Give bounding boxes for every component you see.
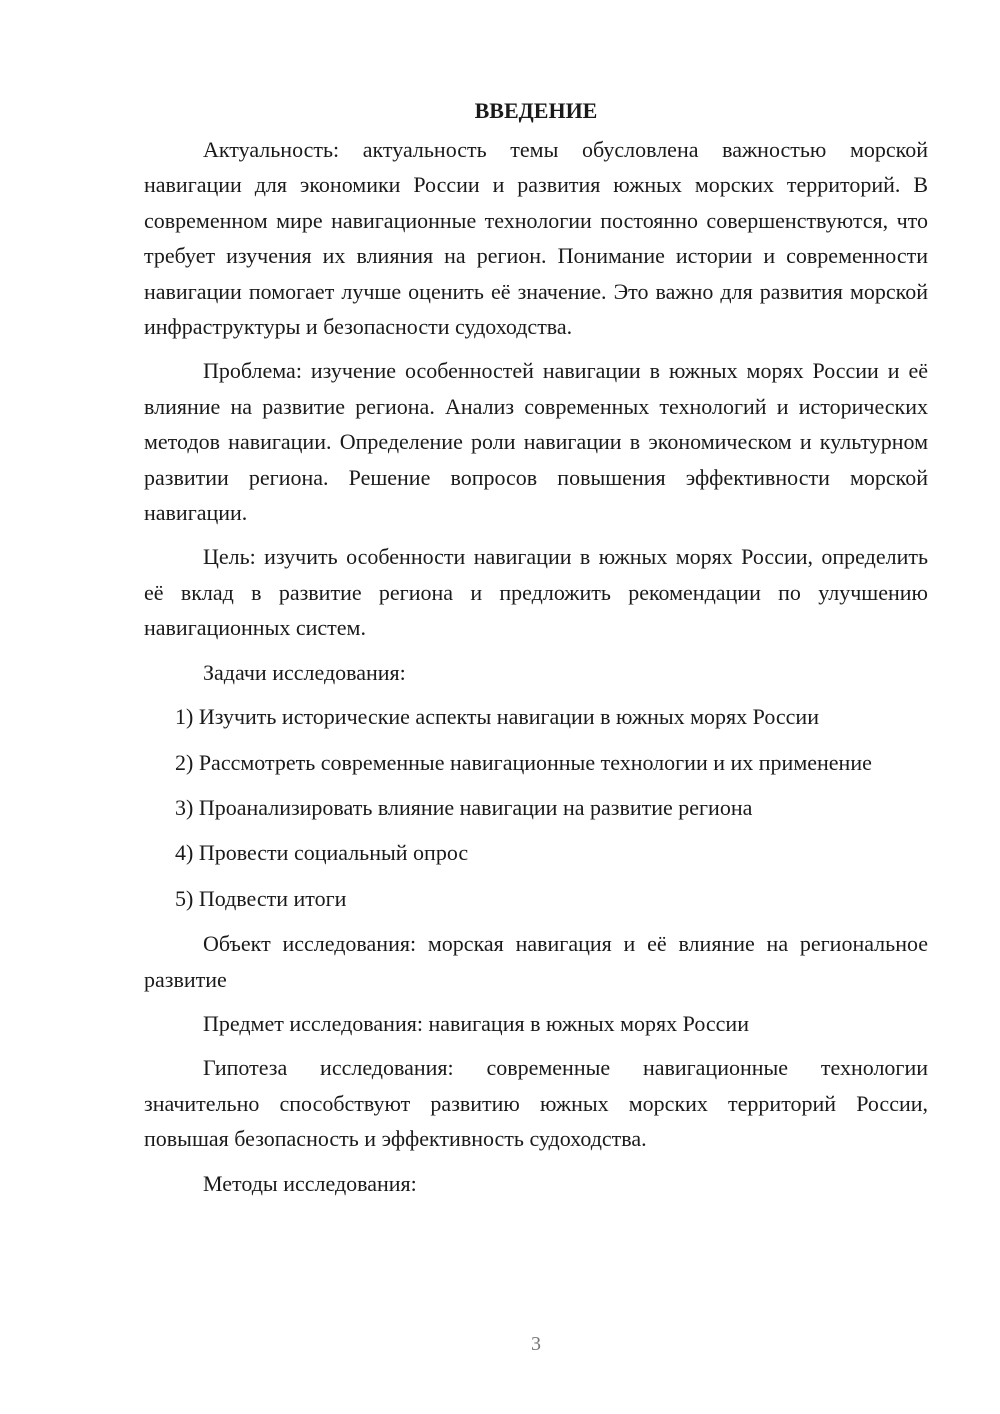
task-item-3: 3) Проанализировать влияние навигации на развитие региона [175,794,753,820]
task-item-2: 2) Рассмотреть современные навигационные технологии и их применение [175,749,872,775]
paragraph-object: Объект исследования: морская навигация и её влияние на региональное развитие [144,931,928,992]
task-item-5: 5) Подвести итоги [175,885,347,911]
section-title: ВВЕДЕНИЕ [474,98,598,123]
paragraph-relevance: Актуальность: актуальность темы обусловлена важностью морской навигации для экономики России и развития южных морских территорий. В современном мире навигационные технологии постоянно совершенствуются, что требует изучения их влияния на регион. Понимание истории и современности навигации помогает лучше оценить её значение. Это важно для развития морской инфраструктуры и безопасности судоходства. [144,137,928,340]
paragraph-hypothesis: Гипотеза исследования: современные навигационные технологии значительно способствуют развитию южных морских территорий России, повышая безопасность и эффективность судоходства. [144,1055,928,1152]
paragraph-subject: Предмет исследования: навигация в южных морях России [203,1010,749,1036]
methods-heading: Методы исследования: [203,1170,417,1196]
page-number: 3 [531,1333,541,1355]
paragraph-goal: Цель: изучить особенности навигации в южных морях России, определить её вклад в развитие региона и предложить рекомендации по улучшению навигационных систем. [144,544,928,641]
task-item-1: 1) Изучить исторические аспекты навигации в южных морях России [175,704,819,730]
paragraph-problem: Проблема: изучение особенностей навигации в южных морях России и её влияние на развитие региона. Анализ современных технологий и исторических методов навигации. Определение роли навигации в экономическом и культурном развитии региона. Решение вопросов повышения эффективности морской навигации. [144,358,928,526]
task-item-4: 4) Провести социальный опрос [175,840,469,866]
tasks-heading: Задачи исследования: [203,659,406,685]
page-content [144,96,928,1210]
